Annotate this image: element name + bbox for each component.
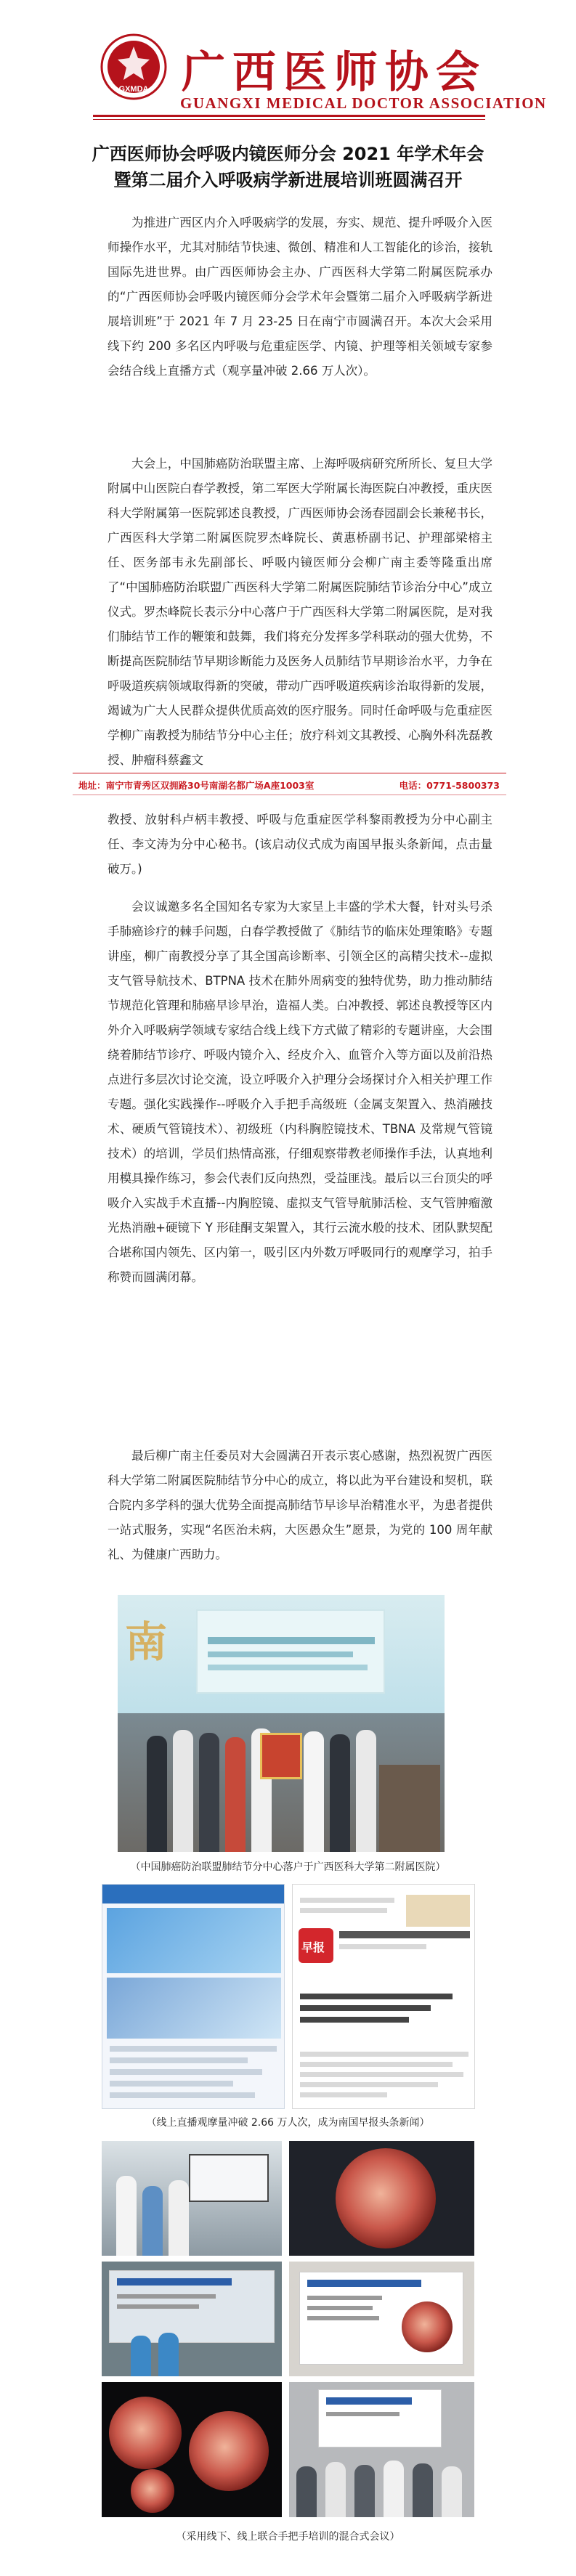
news-thumbnail <box>406 1895 470 1927</box>
newspaper-badge <box>299 1928 333 1963</box>
logo-text: GXMDA <box>118 85 149 94</box>
association-logo <box>100 33 167 100</box>
endoscope-image <box>336 2148 436 2248</box>
photo-audience <box>289 2382 474 2517</box>
photo-news-article <box>292 1884 475 2109</box>
article-title-line1: 广西医师协会呼吸内镜医师分会 2021 年学术年会 <box>92 144 484 164</box>
photo-procedure <box>102 2262 282 2376</box>
attendee <box>173 1730 193 1852</box>
paragraph-ceremony-cont: 教授、放射科卢柄丰教授、呼吸与危重症医学科黎雨教授为分中心副主任、李文涛为分中心秘书。(该启动仪式成为南国早报头条新闻，点击量破万。) <box>108 813 492 876</box>
attendee <box>356 1730 376 1852</box>
badge-text: 早报 <box>301 1941 325 1954</box>
attendee <box>225 1737 246 1852</box>
org-name-en: GUANGXI MEDICAL DOCTOR ASSOCIATION <box>180 94 547 112</box>
footer-tel: 电话：0771-5800373 <box>399 780 500 791</box>
letterhead <box>0 0 576 112</box>
photo-lecture-slide <box>289 2262 474 2376</box>
org-name-cn: 广西医师协会 <box>182 47 487 98</box>
paragraph-intro: 为推进广西区内介入呼吸病学的发展，夯实、规范、提升呼吸介入医师操作水平，尤其对肺结节快速、微创、精准和人工智能化的诊治，接轨国际先进世界。由广西医师协会主办、广西医科大学第二附属医院承办的“广西医师协会呼吸内镜医师分会学术年会暨第二届介入呼吸病学新进展培训班”于 2021 年 7 月 23-25 日在南宁市圆满召开。本次大会采用线下约 200 多名区内呼吸与危重症医学、内镜、护理等相关领域专家参会结合线上直播方式（观享量冲破 2.66 万人次）。 <box>108 216 492 378</box>
paragraph-lectures: 会议诚邀多名全国知名专家为大家呈上丰盛的学术大餐，针对头号杀手肺癌诊疗的棘手问题，白春学教授做了《肺结节的临床处理策略》专题讲座，柳广南教授分享了其全国高诊断率、引领全区的高精尖技术--虚拟支气管导航技术、BTPNA 技术在肺外周病变的独特优势，助力推动肺结节规范化管理和肺癌早诊早治，造福人类。白冲教授、郭述良教授等区内外介入呼吸病学领域专家结合线上线下方式做了精彩的专题讲座，大会围绕着肺结节诊疗、呼吸内镜介入、经皮介入、血管介入等方面以及前沿热点进行多层次讨论交流，设立呼吸介入护理分会场探讨介入相关护理工作专题。强化实践操作--呼吸介入手把手高级班（金属支架置入、热消融技术、硬质气管镜技术）、初级班（内科胸腔镜技术、TBNA 及常规气管镜技术）的培训，学员们热情高涨，仔细观察带教老师操作手法，认真地利用模具操作练习，参会代表们反向热烈，受益匪浅。最后以三台顶尖的呼吸介入实战手术直播--内胸腔镜、虚拟支气管导航肺活检、支气管肿瘤激光热消融+硬镜下 Y 形硅酮支架置入，其行云流水般的技术、团队默契配合堪称国内领先、区内第一，吸引区内外数万呼吸同行的观摩学习，拍手称赞而圆满闭幕。 <box>108 900 492 1284</box>
attendee <box>199 1733 219 1852</box>
article-title-line2: 暨第二届介入呼吸病学新进展培训班圆满召开 <box>113 170 463 190</box>
app-topbar <box>102 1885 284 1903</box>
header-rule <box>93 115 485 117</box>
stage-banner <box>196 1609 385 1694</box>
paragraph-closing: 最后柳广南主任委员对大会圆满召开表示衷心感谢，热烈祝贺广西医科大学第二附属医院肺结节分中心的成立，将以此为平台建设和契机，联合院内多学科的强大优势全面提高肺结节早诊早治精准水平，为患者提供一站式服务，实现“名医治未病，大医愚众生”愿景，为党的 100 周年献礼、为健康广西助力。 <box>108 1449 492 1561</box>
caption-ceremony: （中国肺癌防治联盟肺结节分中心落户于广西医科大学第二附属医院） <box>130 1861 446 1873</box>
photo-ceremony <box>118 1595 445 1852</box>
attendee <box>304 1731 324 1852</box>
attendee <box>147 1736 167 1852</box>
paragraph-ceremony: 大会上，中国肺癌防治联盟主席、上海呼吸病研究所所长、复旦大学附属中山医院白春学教授，第二军医大学附属长海医院白冲教授，重庆医科大学附属第一医院郭述良教授，广西医师协会汤春园副会长兼秘书长，广西医科大学第二附属医院罗杰峰院长、黄惠桥副书记、护理部梁榕主任、医务部韦永先副部长、呼吸内镜医师分会柳广南主委等隆重出席了“中国肺癌防治联盟广西医科大学第二附属医院肺结节诊治分中心”成立仪式。罗杰峰院长表示分中心落户于广西医科大学第二附属医院，是对我们肺结节工作的鞭策和鼓舞，我们将充分发挥多学科联动的强大优势，不断提高医院肺结节早期诊断能力及医务人员肺结节早期诊治水平，力争在呼吸道疾病领域取得新的突破，带动广西呼吸道疾病诊治取得新的发展，竭诚为广大人民群众提供优质高效的医疗服务。同时任命呼吸与危重症医学柳广南教授为肺结节分中心主任；放疗科刘文其教授、心胸外科冼磊教授、肿瘤科蔡鑫文 <box>108 457 492 767</box>
photo-livestream-app <box>102 1884 285 2109</box>
award-plaque <box>260 1733 302 1779</box>
header-rule-thin <box>93 119 485 120</box>
news-headline <box>339 1931 470 1938</box>
attendee <box>330 1734 350 1852</box>
livestream-banner-2 <box>107 1978 281 2039</box>
podium <box>379 1765 440 1852</box>
footer-contact <box>78 779 500 792</box>
caption-livestream: （线上直播观摩量冲破 2.66 万人次，成为南国早报头条新闻） <box>146 2117 430 2129</box>
footer-address: 地址：南宁市青秀区双拥路30号南湖名都广场A座1003室 <box>78 780 315 791</box>
photo-endoscopy-montage <box>102 2382 282 2517</box>
banner-ning-char: 南 <box>125 1617 168 1667</box>
caption-training: （采用线下、线上联合手把手培训的混合式会议） <box>176 2531 400 2543</box>
photo-endoscopy-view <box>289 2141 474 2256</box>
photo-training-room <box>102 2141 282 2256</box>
livestream-banner <box>107 1908 281 1973</box>
